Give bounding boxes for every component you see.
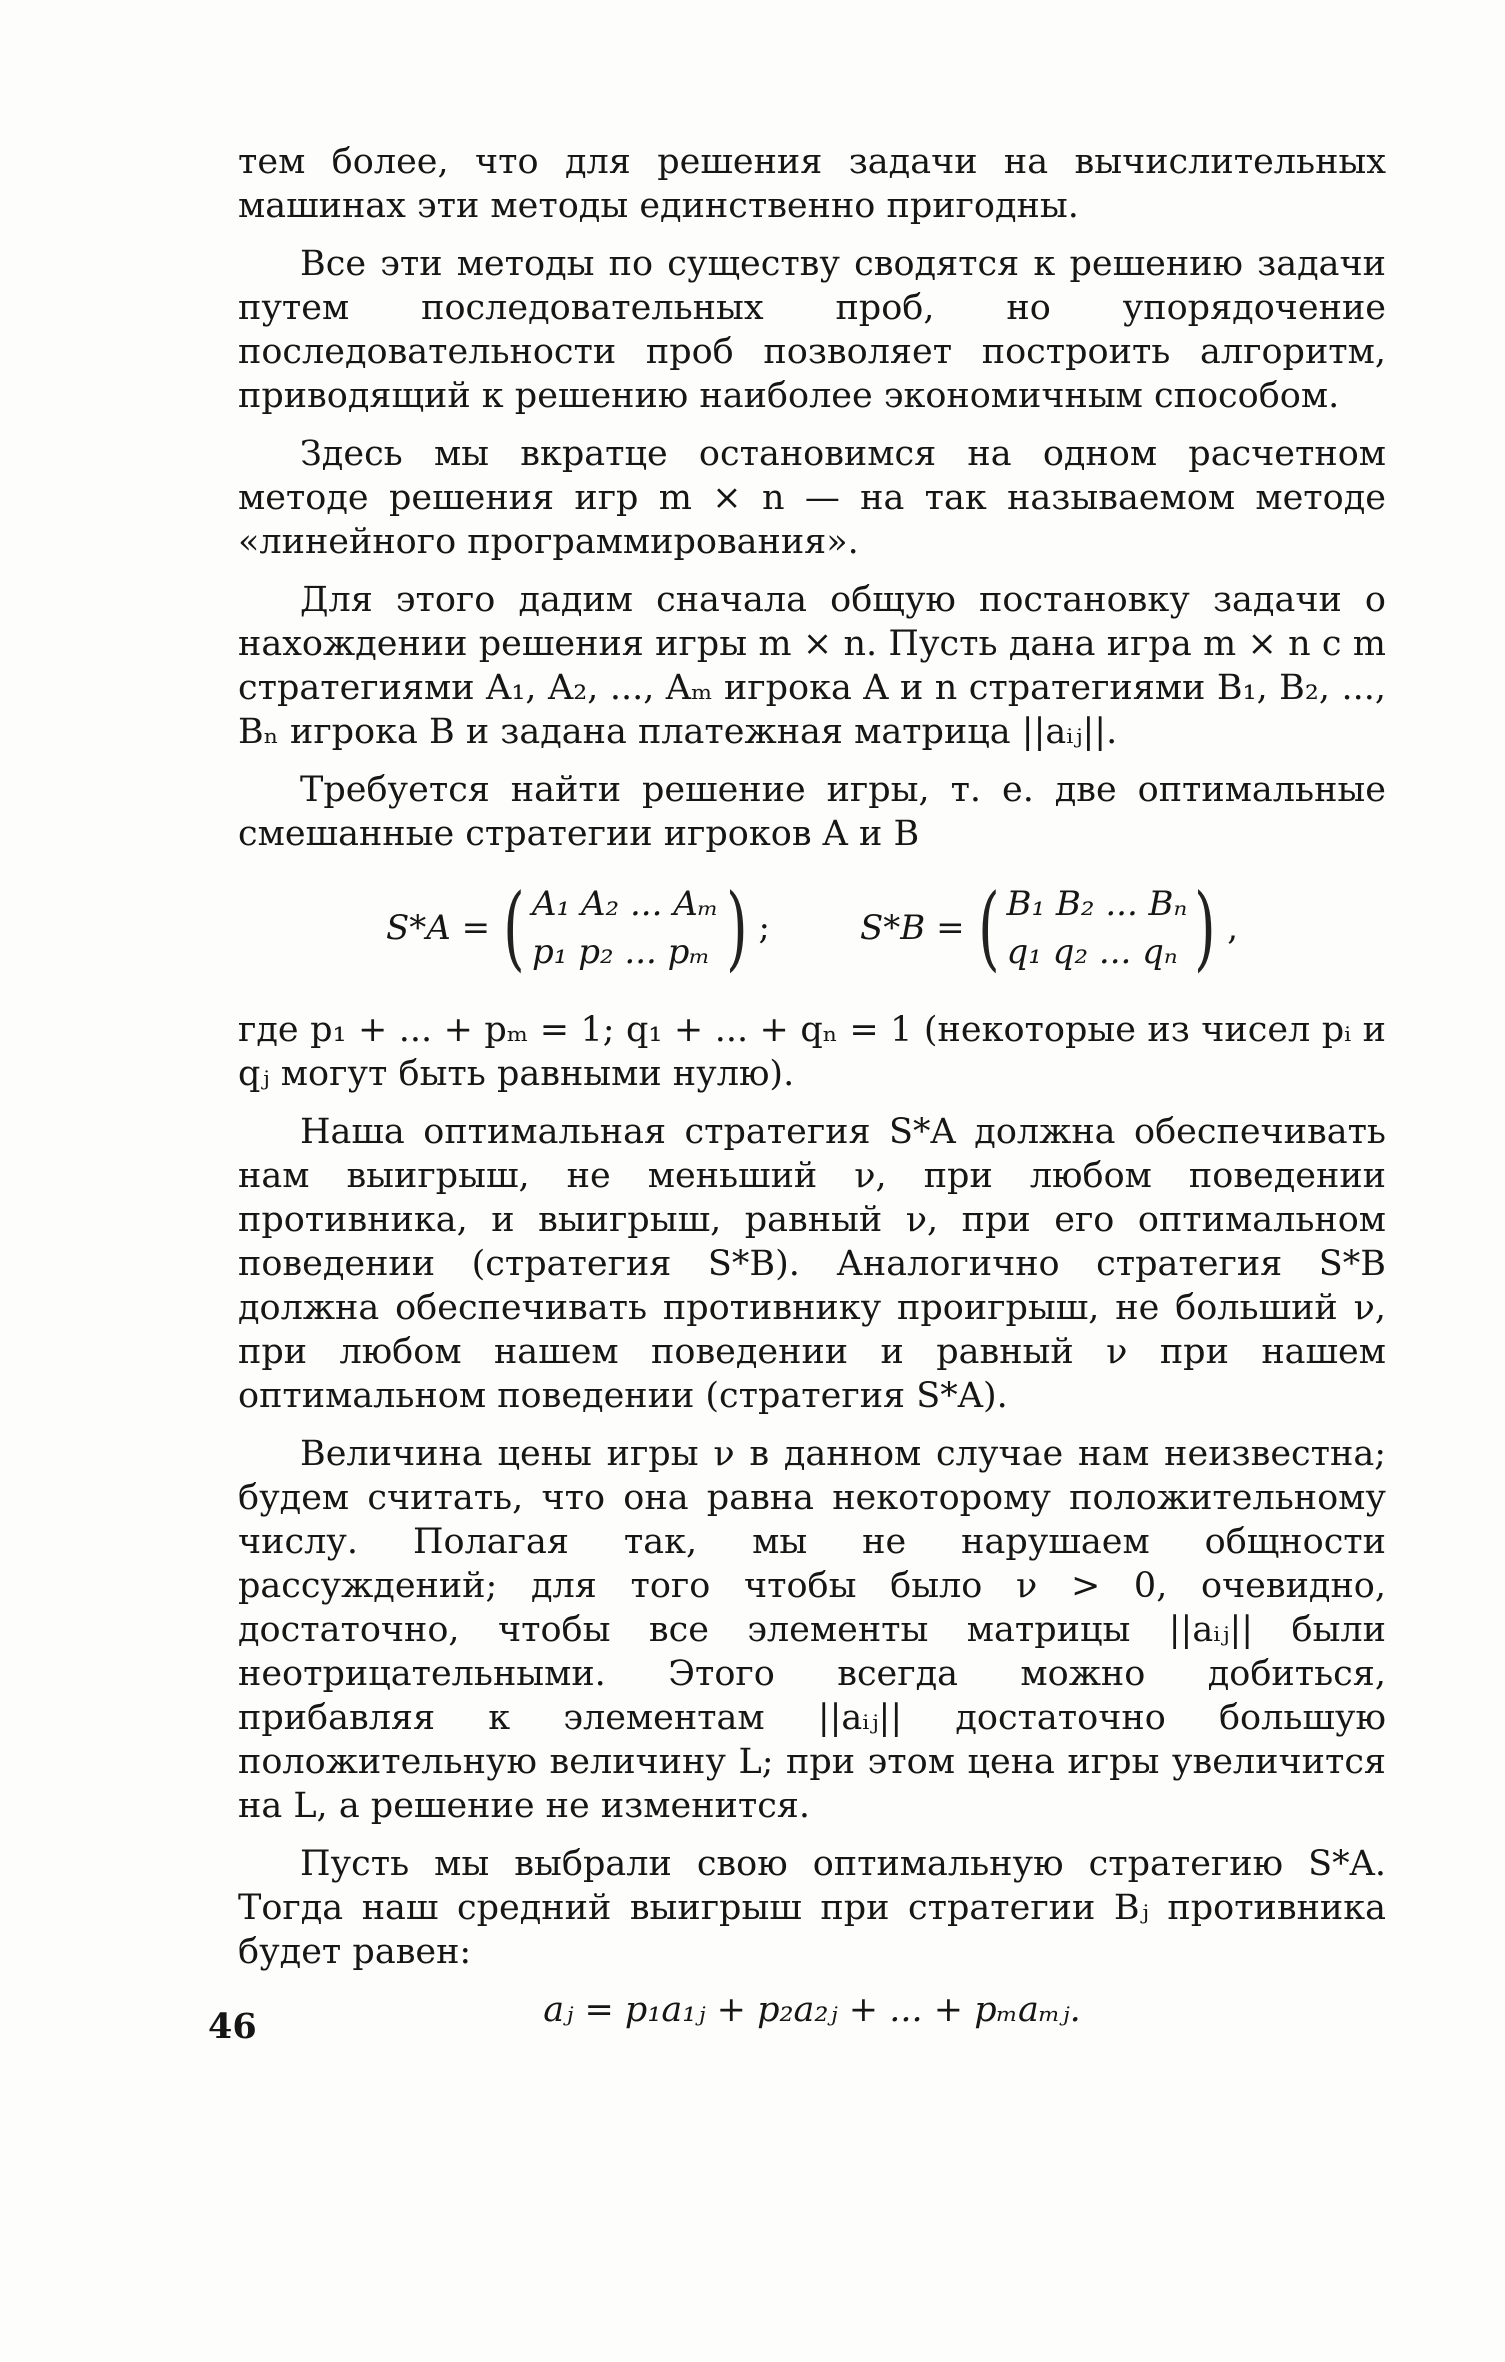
left-paren: ( xyxy=(503,874,525,981)
paragraph-5: Требуется найти решение игры, т. е. две оптимальные смешанные стратегии игроков A и B xyxy=(238,770,1386,854)
matrix-sa-end: ; xyxy=(758,908,770,948)
left-paren: ( xyxy=(977,874,1000,981)
matrix-sb-end: , xyxy=(1227,908,1239,948)
average-payoff-formula: aⱼ = p₁a₁ⱼ + p₂a₂ⱼ + ... + pₘaₘⱼ. xyxy=(543,1990,1081,2030)
matrix-sa-row-1: A₁ A₂ ... Aₘ xyxy=(532,884,719,924)
paragraph-7: Наша оптимальная стратегия S*A должна обеспечивать нам выигрыш, не меньший ν, при любом поведении противника, и выигрыш, равный ν, при его оптимальном поведении (стратегия S*B). Аналогично стратегия S*B должна обеспечивать противнику проигрыш, не больший ν, при любом нашем поведении и равный ν при нашем оптимальном поведении (стратегия S*A). xyxy=(238,1112,1386,1416)
paragraph-4: Для этого дадим сначала общую постановку задачи о нахождении решения игры m × n. Пусть дана игра m × n с m стратегиями A₁, A₂, ..., Aₘ игрока A и n стратегиями B₁, B₂, ..., Bₙ игрока B и задана платежная матрица ||aᵢⱼ||. xyxy=(238,580,1386,752)
paragraph-1: тем более, что для решения задачи на вычислительных машинах эти методы единственно пригодны. xyxy=(238,142,1386,226)
matrix-sb-row-2: q₁ q₂ ... qₙ xyxy=(1006,932,1178,972)
matrix-sb-label: S*B = xyxy=(860,908,965,948)
paragraph-6: где p₁ + ... + pₘ = 1; q₁ + ... + qₙ = 1 (некоторые из чисел pᵢ и qⱼ могут быть равными нулю). xyxy=(238,1010,1386,1094)
right-paren: ) xyxy=(1194,874,1217,981)
matrix-sb-body xyxy=(1006,882,1187,974)
matrix-sb-row-1: B₁ B₂ ... Bₙ xyxy=(1006,884,1188,924)
matrix-sa xyxy=(385,874,770,981)
paragraph-3: Здесь мы вкратце остановимся на одном расчетном методе решения игр m × n — на так называемом методе «линейного программирования». xyxy=(238,434,1386,562)
body-text xyxy=(238,140,1386,2032)
paragraph-9: Пусть мы выбрали свою оптимальную стратегию S*A. Тогда наш средний выигрыш при стратегии Bⱼ противника будет равен: xyxy=(238,1844,1386,1972)
paragraph-8: Величина цены игры ν в данном случае нам неизвестна; будем считать, что она равна некоторому положительному числу. Полагая так, мы не нарушаем общности рассуждений; для того чтобы было ν > 0, очевидно, достаточно, чтобы все элементы матрицы ||aᵢⱼ|| были неотрицательными. Этого всегда можно добиться, прибавляя к элементам ||aᵢⱼ|| достаточно большую положительную величину L; при этом цена игры увеличится на L, а решение не изменится. xyxy=(238,1434,1386,1826)
strategy-matrices-formula xyxy=(238,874,1386,981)
matrix-sa-row-2: p₁ p₂ ... pₘ xyxy=(532,932,711,972)
matrix-sb xyxy=(860,874,1239,981)
matrix-sa-label: S*A = xyxy=(385,908,491,948)
page-number: 46 xyxy=(208,2006,257,2047)
right-paren: ) xyxy=(725,874,748,981)
paragraph-2: Все эти методы по существу сводятся к решению задачи путем последовательных проб, но упорядочение последовательности проб позволяет построить алгоритм, приводящий к решению наиболее экономичным способом. xyxy=(238,244,1386,416)
matrix-sa-body xyxy=(532,882,719,974)
